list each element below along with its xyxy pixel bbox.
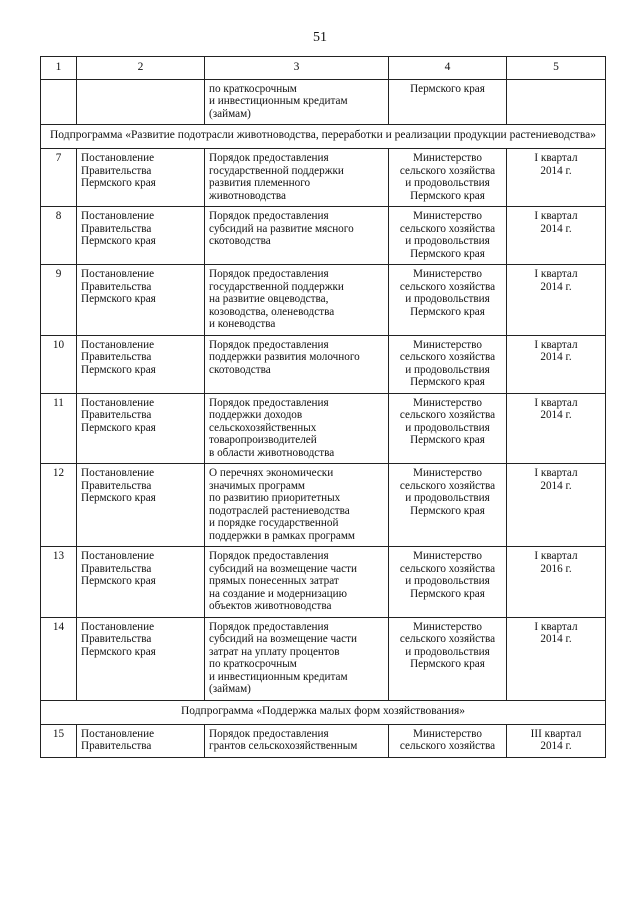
table-row <box>41 464 606 547</box>
column-header-row <box>41 57 606 80</box>
act-type-line: Правительства <box>81 351 152 363</box>
row-number: 12 <box>41 464 77 547</box>
act-name-line: по краткосрочным <box>209 658 297 670</box>
act-name-line: скотоводства <box>209 235 271 247</box>
act-name-line: субсидий на развитие мясного <box>209 222 354 235</box>
executor-line: сельского хозяйства <box>399 280 496 293</box>
act-type-line: Постановление <box>81 210 155 222</box>
executor-line: Министерство <box>413 338 482 351</box>
act-type <box>77 724 205 757</box>
executor-line: Пермского края <box>410 658 485 670</box>
act-name-line: Порядок предоставления <box>209 210 329 222</box>
act-type <box>77 265 205 336</box>
act-name <box>205 265 389 336</box>
table-row <box>41 335 606 393</box>
act-name-line: грантов сельскохозяйственным <box>209 740 358 752</box>
page-number: 51 <box>313 30 327 45</box>
column-header: 1 <box>41 57 77 80</box>
deadline-line: I квартал <box>534 338 578 351</box>
act-type <box>77 335 205 393</box>
row-number <box>41 79 77 125</box>
act-type-line: Правительства <box>81 280 152 293</box>
subprogram-row <box>41 700 606 724</box>
act-type-line: Правительства <box>81 164 152 177</box>
executor-line: и продовольствия <box>405 177 490 189</box>
table-row <box>41 724 606 757</box>
act-type <box>77 79 205 125</box>
column-header: 5 <box>507 57 606 80</box>
column-header: 4 <box>389 57 507 80</box>
executor-line: Пермского края <box>410 434 485 446</box>
executor-line: Пермского края <box>410 247 485 260</box>
act-type-line: Пермского края <box>81 492 156 504</box>
deadline <box>507 335 606 393</box>
executor <box>389 724 507 757</box>
executor-line: Министерство <box>413 396 482 409</box>
deadline-line: I квартал <box>534 210 578 222</box>
column-header: 3 <box>205 57 389 80</box>
row-number: 9 <box>41 265 77 336</box>
act-type-line: Пермского края <box>81 645 156 658</box>
executor-line: сельского хозяйства <box>399 409 496 421</box>
act-type-line: Правительства <box>81 409 152 421</box>
act-type-line: Постановление <box>81 550 155 562</box>
deadline-line: I квартал <box>534 550 578 562</box>
act-name <box>205 149 389 207</box>
act-name-line: поддержки доходов <box>209 409 303 421</box>
act-name-line: значимых программ <box>209 479 306 492</box>
executor-line: сельского хозяйства <box>399 479 496 492</box>
act-name-line: подотраслей растениеводства <box>209 504 350 517</box>
act-type <box>77 393 205 464</box>
deadline-line: 2014 г. <box>540 351 572 363</box>
row-number: 8 <box>41 207 77 265</box>
executor-line: и продовольствия <box>405 293 490 305</box>
act-name-line: сельскохозяйственных <box>209 421 317 434</box>
subprogram-title: Подпрограмма «Развитие подотрасли животноводства, переработки и реализации продукции растениеводства» <box>41 125 606 149</box>
act-name-line: Порядок предоставления <box>209 396 329 409</box>
act-name-line: прямых понесенных затрат <box>209 575 339 587</box>
act-name-line: и коневодства <box>209 318 276 330</box>
act-name-line: государственной поддержки <box>209 280 344 293</box>
act-name-line: по развитию приоритетных <box>209 492 341 504</box>
act-type-line: Постановление <box>81 268 155 280</box>
act-type-line: Постановление <box>81 727 155 740</box>
deadline-line: 2014 г. <box>540 164 572 177</box>
executor <box>389 79 507 125</box>
executor <box>389 265 507 336</box>
deadline-line: 2014 г. <box>540 409 572 421</box>
deadline <box>507 79 606 125</box>
act-name-line: товаропроизводителей <box>209 434 317 446</box>
executor-line: Министерство <box>413 467 482 479</box>
column-header: 2 <box>77 57 205 80</box>
act-type <box>77 547 205 618</box>
executor <box>389 464 507 547</box>
act-name-line: на развитие овцеводства, <box>209 293 329 305</box>
act-name-line: О перечнях экономически <box>209 467 334 479</box>
subprogram-row <box>41 125 606 149</box>
act-name <box>205 464 389 547</box>
act-name-line: поддержки в рамках программ <box>209 529 355 542</box>
executor-line: сельского хозяйства <box>399 222 496 235</box>
act-name-line: и инвестиционным кредитам <box>209 670 348 683</box>
measures-table <box>40 56 606 758</box>
executor <box>389 617 507 700</box>
act-type-line: Постановление <box>81 396 155 409</box>
table-row <box>41 79 606 125</box>
row-number: 14 <box>41 617 77 700</box>
subprogram-title: Подпрограмма «Поддержка малых форм хозяйствования» <box>41 700 606 724</box>
act-name-line: Порядок предоставления <box>209 550 329 562</box>
act-name-line: государственной поддержки <box>209 164 344 177</box>
act-name <box>205 547 389 618</box>
act-name-line: по краткосрочным <box>209 82 297 95</box>
act-name-line: субсидий на возмещение части <box>209 562 357 575</box>
executor-line: Пермского края <box>410 587 485 600</box>
executor-line: Министерство <box>413 727 482 740</box>
deadline <box>507 547 606 618</box>
act-name-line: на создание и модернизацию <box>209 587 347 600</box>
act-name-line: субсидий на возмещение части <box>209 633 357 645</box>
table-row <box>41 207 606 265</box>
table-row <box>41 393 606 464</box>
deadline-line: I квартал <box>534 396 578 409</box>
executor-line: и продовольствия <box>405 645 490 658</box>
deadline-line: 2014 г. <box>540 740 572 752</box>
deadline-line: I квартал <box>534 152 578 164</box>
deadline <box>507 393 606 464</box>
deadline <box>507 265 606 336</box>
act-name-line: (займам) <box>209 107 251 120</box>
act-type-line: Правительства <box>81 740 152 752</box>
act-type-line: Правительства <box>81 633 152 645</box>
executor-line: сельского хозяйства <box>399 351 496 363</box>
act-type-line: Пермского края <box>81 293 156 305</box>
deadline-line: I квартал <box>534 268 578 280</box>
row-number: 7 <box>41 149 77 207</box>
deadline <box>507 724 606 757</box>
act-type <box>77 464 205 547</box>
act-type <box>77 617 205 700</box>
act-name-line: козоводства, оленеводства <box>209 305 335 318</box>
deadline-line: 2014 г. <box>540 222 572 235</box>
act-name <box>205 724 389 757</box>
act-type-line: Постановление <box>81 152 155 164</box>
executor <box>389 335 507 393</box>
act-type-line: Пермского края <box>81 363 156 376</box>
executor-line: Пермского края <box>410 376 485 388</box>
deadline-line: 2016 г. <box>540 562 572 575</box>
executor-line: и продовольствия <box>405 492 490 504</box>
row-number: 15 <box>41 724 77 757</box>
deadline-line: 2014 г. <box>540 633 572 645</box>
executor-line: сельского хозяйства <box>399 164 496 177</box>
executor-line: и продовольствия <box>405 421 490 434</box>
deadline <box>507 207 606 265</box>
act-name-line: затрат на уплату процентов <box>209 645 340 658</box>
act-name-line: скотоводства <box>209 363 271 376</box>
act-type-line: Пермского края <box>81 421 156 434</box>
deadline <box>507 149 606 207</box>
executor-line: Министерство <box>413 550 482 562</box>
act-name-line: Порядок предоставления <box>209 620 329 633</box>
executor-line: сельского хозяйства <box>399 740 496 752</box>
act-name-line: развития племенного <box>209 177 311 189</box>
act-name-line: объектов животноводства <box>209 600 332 612</box>
act-type <box>77 149 205 207</box>
act-type-line: Правительства <box>81 479 152 492</box>
row-number: 11 <box>41 393 77 464</box>
act-type-line: Пермского края <box>81 575 156 587</box>
executor-line: Пермского края <box>410 504 485 517</box>
executor <box>389 149 507 207</box>
act-type <box>77 207 205 265</box>
act-name <box>205 207 389 265</box>
table-row <box>41 547 606 618</box>
act-type-line: Пермского края <box>81 235 156 247</box>
table-row <box>41 265 606 336</box>
executor-line: сельского хозяйства <box>399 562 496 575</box>
executor-line: сельского хозяйства <box>399 633 496 645</box>
executor-line: Министерство <box>413 210 482 222</box>
act-name-line: Порядок предоставления <box>209 268 329 280</box>
act-name <box>205 79 389 125</box>
deadline <box>507 464 606 547</box>
deadline <box>507 617 606 700</box>
deadline-line: 2014 г. <box>540 479 572 492</box>
act-name-line: Порядок предоставления <box>209 338 329 351</box>
executor-line: и продовольствия <box>405 235 490 247</box>
act-name-line: Порядок предоставления <box>209 152 329 164</box>
executor-line: Министерство <box>413 268 482 280</box>
executor-line: Пермского края <box>410 82 485 95</box>
executor <box>389 547 507 618</box>
executor-line: и продовольствия <box>405 575 490 587</box>
executor-line: Министерство <box>413 152 482 164</box>
act-name-line: в области животноводства <box>209 446 335 459</box>
deadline-line: I квартал <box>534 467 578 479</box>
act-type-line: Постановление <box>81 620 155 633</box>
act-name-line: (займам) <box>209 683 251 695</box>
row-number: 13 <box>41 547 77 618</box>
act-name <box>205 393 389 464</box>
act-name-line: поддержки развития молочного <box>209 351 360 363</box>
act-name-line: Порядок предоставления <box>209 727 329 740</box>
act-name <box>205 617 389 700</box>
deadline-line: III квартал <box>530 727 582 740</box>
act-name-line: и порядке государственной <box>209 517 339 529</box>
executor <box>389 207 507 265</box>
table-row <box>41 149 606 207</box>
deadline-line: I квартал <box>534 620 578 633</box>
act-type-line: Правительства <box>81 222 152 235</box>
act-type-line: Пермского края <box>81 177 156 189</box>
act-type-line: Постановление <box>81 338 155 351</box>
act-name-line: животноводства <box>209 189 286 202</box>
table-row <box>41 617 606 700</box>
act-name <box>205 335 389 393</box>
executor <box>389 393 507 464</box>
row-number: 10 <box>41 335 77 393</box>
executor-line: Пермского края <box>410 189 485 202</box>
act-name-line: и инвестиционным кредитам <box>209 95 348 107</box>
executor-line: Министерство <box>413 620 482 633</box>
act-type-line: Правительства <box>81 562 152 575</box>
act-type-line: Постановление <box>81 467 155 479</box>
executor-line: и продовольствия <box>405 363 490 376</box>
deadline-line: 2014 г. <box>540 280 572 293</box>
executor-line: Пермского края <box>410 305 485 318</box>
